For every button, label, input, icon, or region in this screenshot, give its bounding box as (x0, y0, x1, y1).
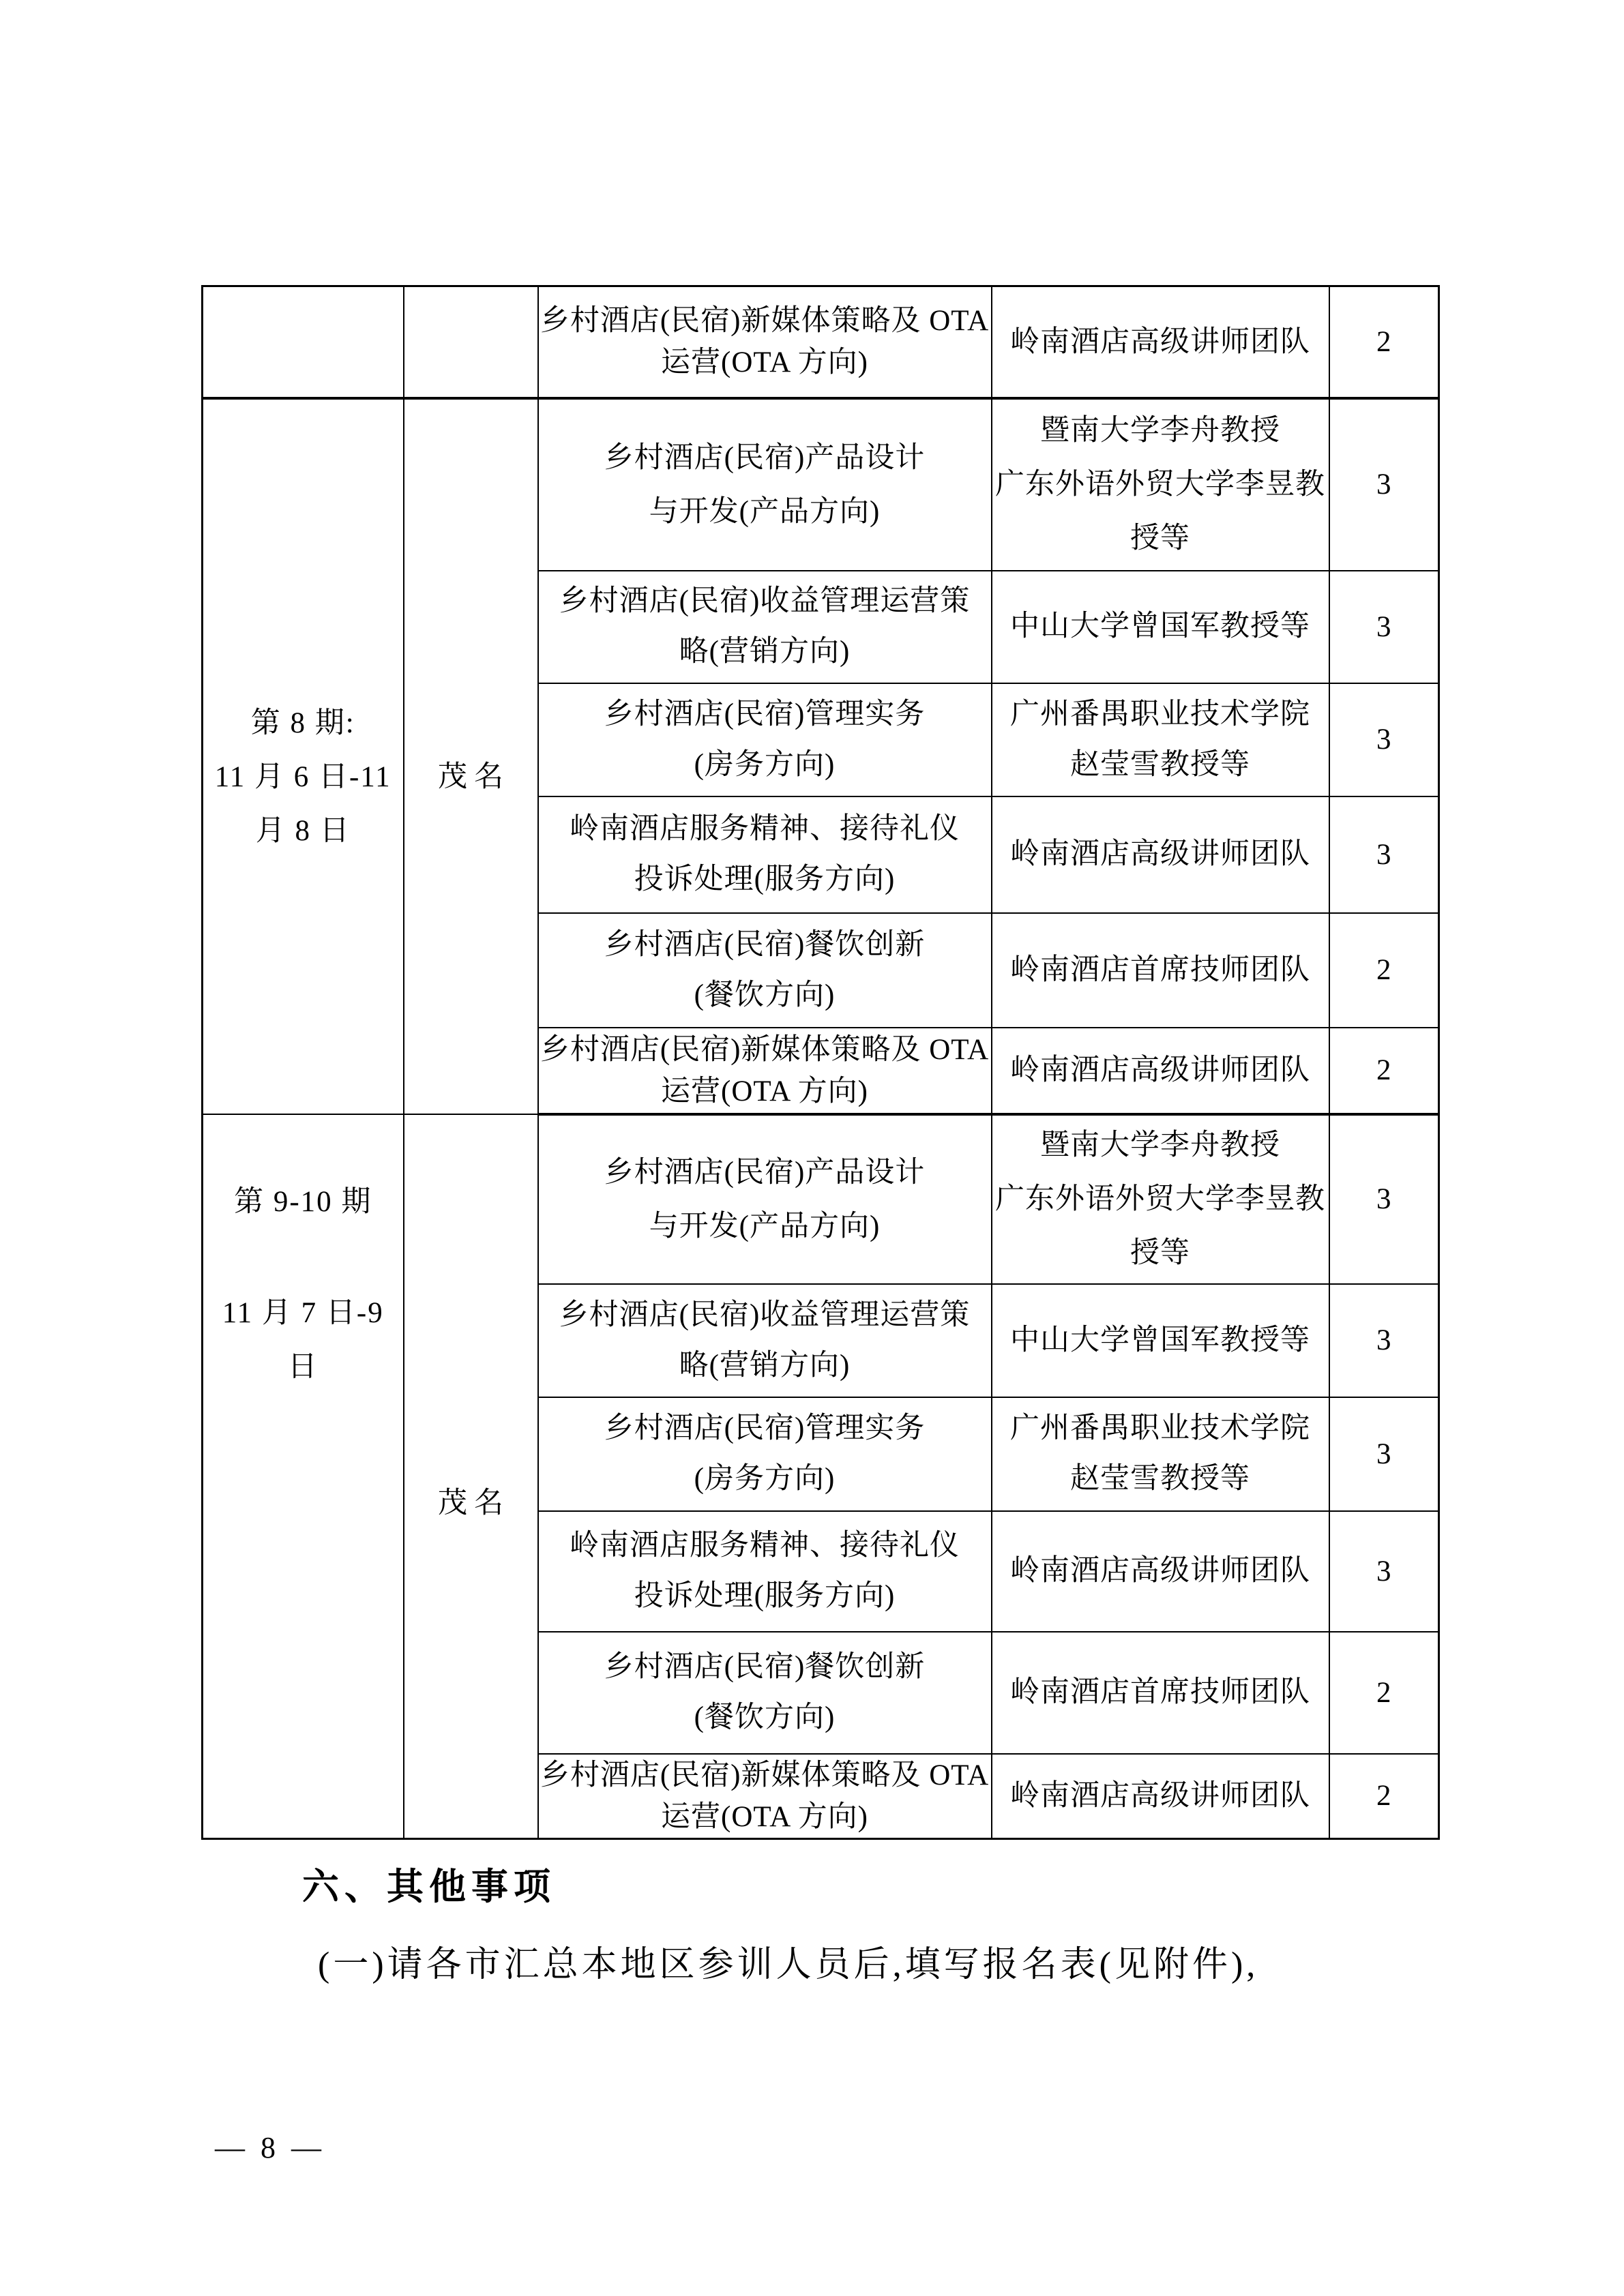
instructor-line: 授等 (1130, 1237, 1190, 1269)
days-cell: 2 (1329, 1028, 1439, 1114)
body-paragraph: (一)请各市汇总本地区参训人员后,填写报名表(见附件), (318, 1945, 1259, 1984)
instructor-line: 暨南大学李舟教授 (1040, 415, 1280, 447)
period-cell-session8 (203, 398, 404, 1114)
course-line: 乡村酒店(民宿)餐饮创新 (604, 1651, 926, 1683)
course-line: 投诉处理(服务方向) (634, 863, 896, 895)
location-cell-session8 (404, 398, 538, 1114)
course-cell (538, 683, 992, 796)
days-cell: 3 (1329, 1114, 1439, 1284)
course-line: (房务方向) (694, 748, 836, 781)
course-cell (538, 913, 992, 1028)
course-cell (538, 1754, 992, 1839)
instructor-cell (992, 286, 1329, 398)
days-cell: 3 (1329, 571, 1439, 683)
period-line: 第 8 期: (250, 706, 355, 739)
location-label: 茂名 (438, 760, 510, 793)
days-cell: 2 (1329, 1754, 1439, 1839)
course-line: 乡村酒店(民宿)管理实务 (604, 698, 926, 730)
course-line: 略(营销方向) (679, 1349, 851, 1382)
course-cell (538, 1397, 992, 1511)
instructor-cell (992, 1511, 1329, 1632)
course-line: 乡村酒店(民宿)收益管理运营策 (559, 1298, 971, 1331)
instructor-line: 广东外语外贸大学李昱教 (995, 468, 1325, 501)
days-cell: 3 (1329, 1511, 1439, 1632)
course-cell (538, 1511, 992, 1632)
instructor-line: 赵莹雪教授等 (1070, 1463, 1250, 1495)
instructor-cell (992, 1028, 1329, 1114)
days-cell: 3 (1329, 398, 1439, 571)
instructor-cell (992, 1632, 1329, 1754)
course-line: 乡村酒店(民宿)收益管理运营策 (559, 585, 971, 617)
course-line: 乡村酒店(民宿)新媒体策略及 OTA (540, 1033, 990, 1066)
days-cell: 2 (1329, 286, 1439, 398)
page-number: — 8 — (215, 2131, 325, 2164)
course-cell (538, 1028, 992, 1114)
course-cell (538, 1114, 992, 1284)
period-cell-session9-10 (203, 1114, 404, 1839)
course-line: 乡村酒店(民宿)产品设计 (604, 1156, 926, 1189)
instructor-line: 岭南酒店高级讲师团队 (1010, 1555, 1310, 1587)
course-line: 岭南酒店服务精神、接待礼仪 (570, 1530, 960, 1562)
period-line: 11 月 6 日-11 (214, 760, 392, 793)
location-label: 茂名 (438, 1487, 510, 1519)
period-line: 第 9-10 期 (234, 1185, 372, 1218)
empty-location-cell (404, 286, 538, 398)
instructor-cell (992, 1284, 1329, 1397)
course-line: 乡村酒店(民宿)产品设计 (604, 441, 926, 474)
instructor-line: 岭南酒店首席技师团队 (1010, 1676, 1310, 1708)
table-row (203, 286, 1439, 398)
instructor-line: 授等 (1130, 522, 1190, 554)
table-row (203, 1114, 1439, 1284)
course-line: 投诉处理(服务方向) (634, 1580, 896, 1612)
table-row (203, 398, 1439, 571)
training-schedule-table (201, 285, 1440, 1840)
course-line: (房务方向) (694, 1463, 836, 1495)
instructor-line: 广州番禺职业技术学院 (1010, 1412, 1310, 1444)
section-heading: 六、其他事项 (302, 1866, 556, 1907)
days-cell: 2 (1329, 913, 1439, 1028)
course-line: 运营(OTA 方向) (661, 346, 868, 379)
days-cell: 3 (1329, 1284, 1439, 1397)
course-line: 与开发(产品方向) (649, 495, 881, 528)
course-cell (538, 286, 992, 398)
course-line: 运营(OTA 方向) (661, 1800, 868, 1833)
instructor-line: 广东外语外贸大学李昱教 (995, 1183, 1325, 1215)
instructor-line: 赵莹雪教授等 (1070, 748, 1250, 781)
course-line: (餐饮方向) (694, 1701, 836, 1733)
instructor-line: 中山大学曾国军教授等 (1010, 610, 1310, 642)
days-cell: 2 (1329, 1632, 1439, 1754)
days-cell: 3 (1329, 1397, 1439, 1511)
period-line: 日 (287, 1350, 319, 1383)
course-line: 运营(OTA 方向) (661, 1075, 868, 1107)
instructor-cell (992, 913, 1329, 1028)
instructor-cell (992, 796, 1329, 913)
course-line: 乡村酒店(民宿)餐饮创新 (604, 928, 926, 961)
instructor-line: 岭南酒店高级讲师团队 (1010, 838, 1310, 870)
course-cell (538, 398, 992, 571)
empty-period-cell (203, 286, 404, 398)
course-line: 乡村酒店(民宿)新媒体策略及 OTA (540, 1759, 990, 1791)
instructor-cell (992, 398, 1329, 571)
instructor-cell (992, 1114, 1329, 1284)
instructor-line: 岭南酒店高级讲师团队 (1010, 1054, 1310, 1086)
period-block (203, 1115, 403, 1394)
instructor-cell (992, 683, 1329, 796)
instructor-cell (992, 1754, 1329, 1839)
course-cell (538, 1632, 992, 1754)
instructor-line: 岭南酒店首席技师团队 (1010, 953, 1310, 986)
instructor-line: 岭南酒店高级讲师团队 (1010, 325, 1310, 358)
course-cell (538, 1284, 992, 1397)
course-line: 乡村酒店(民宿)管理实务 (604, 1412, 926, 1444)
location-cell-session9-10 (404, 1114, 538, 1839)
instructor-line: 中山大学曾国军教授等 (1010, 1324, 1310, 1356)
course-cell (538, 796, 992, 913)
instructor-cell (992, 571, 1329, 683)
course-line: 乡村酒店(民宿)新媒体策略及 OTA (540, 305, 990, 338)
course-line: 岭南酒店服务精神、接待礼仪 (570, 813, 960, 845)
instructor-line: 暨南大学李舟教授 (1040, 1129, 1280, 1161)
days-cell: 3 (1329, 683, 1439, 796)
period-line: 月 8 日 (255, 814, 351, 847)
period-block (203, 696, 403, 858)
instructor-line: 岭南酒店高级讲师团队 (1010, 1780, 1310, 1812)
course-line: 略(营销方向) (679, 636, 851, 668)
period-line: 11 月 7 日-9 (222, 1296, 384, 1329)
course-cell (538, 571, 992, 683)
instructor-cell (992, 1397, 1329, 1511)
course-line: 与开发(产品方向) (649, 1210, 881, 1242)
days-cell: 3 (1329, 796, 1439, 913)
course-line: (餐饮方向) (694, 979, 836, 1011)
instructor-line: 广州番禺职业技术学院 (1010, 698, 1310, 730)
